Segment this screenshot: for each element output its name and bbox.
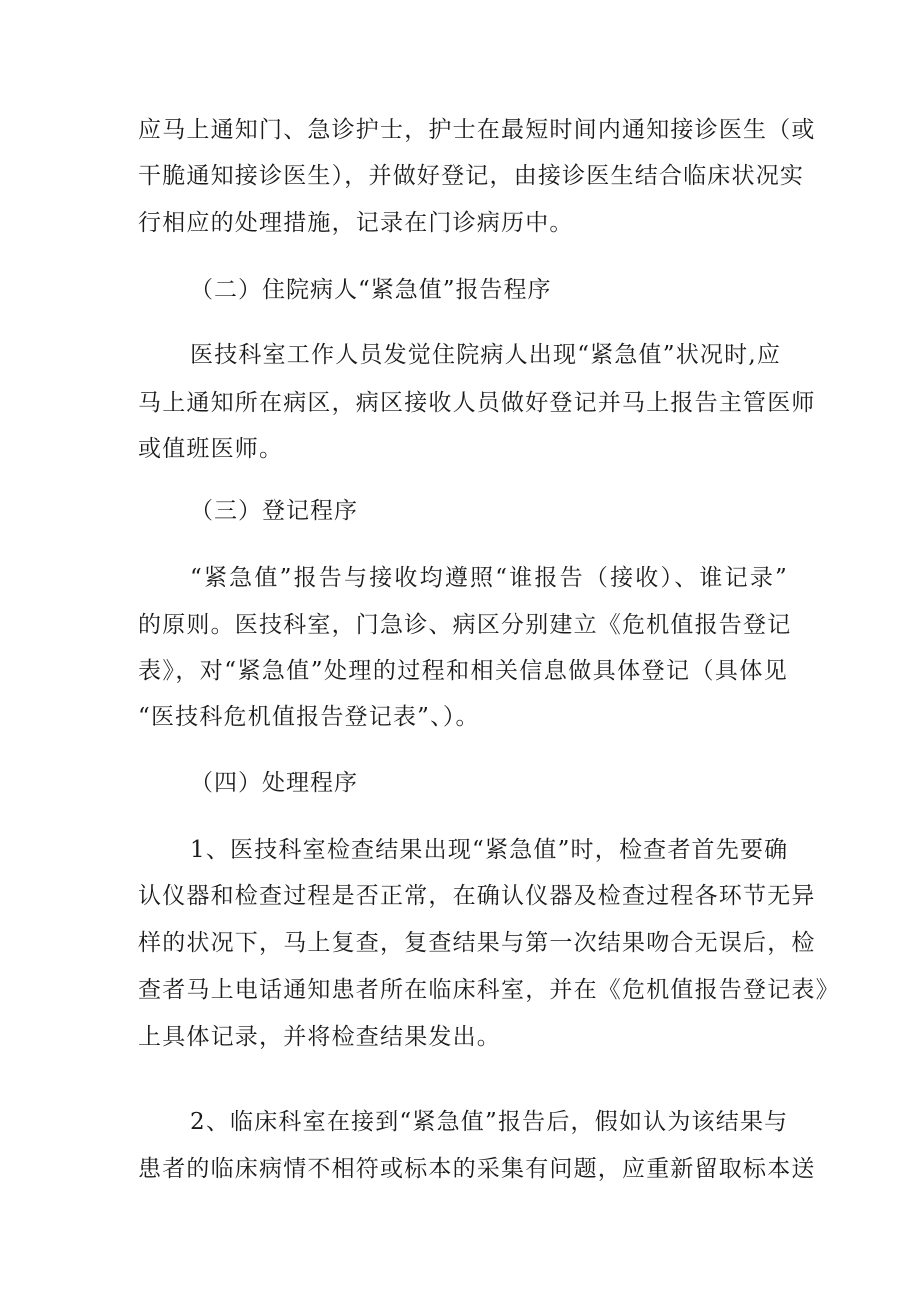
text-line: 查者马上电话通知患者所在临床科室，并在《危机值报告登记表》 (138, 977, 840, 1003)
text-line: 表》，对“紧急值”处理的过程和相关信息做具体登记（具体见 (138, 658, 788, 684)
section-heading-registration: （三）登记程序 (190, 498, 358, 524)
text-line: 医技科室工作人员发觉住院病人出现“紧急值”状况时,应 (190, 342, 782, 368)
text-line: 上具体记录，并将检查结果发出。 (138, 1024, 501, 1050)
text-line: 1、医技科室检查结果出现“紧急值”时，检查者首先要确 (190, 837, 789, 863)
text-line: “医技科危机值报告登记表”、）。 (138, 704, 480, 730)
section-heading-handling: （四）处理程序 (190, 770, 358, 796)
text-line: 马上通知所在病区，病区接收人员做好登记并马上报告主管医师 (138, 390, 816, 416)
text-line: 样的状况下，马上复查，复查结果与第一次结果吻合无误后，检 (138, 930, 816, 956)
text-line: 行相应的处理措施，记录在门诊病历中。 (138, 210, 574, 236)
text-line: 或值班医师。 (138, 436, 284, 462)
text-line: 的原则。医技科室，门急诊、病区分别建立《危机值报告登记 (138, 612, 792, 638)
section-heading-inpatient: （二）住院病人“紧急值”报告程序 (190, 277, 552, 303)
text-line: 认仪器和检查过程是否正常，在确认仪器及检查过程各环节无异 (138, 883, 816, 909)
text-line: 患者的临床病情不相符或标本的采集有问题，应重新留取标本送 (138, 1156, 816, 1182)
text-line: 干脆通知接诊医生），并做好登记，由接诊医生结合临床状况实 (138, 163, 805, 189)
text-line: “紧急值”报告与接收均遵照“谁报告（接收）、谁记录” (190, 565, 788, 591)
text-line: 2、临床科室在接到“紧急值”报告后，假如认为该结果与 (190, 1109, 789, 1135)
text-line: 应马上通知门、急诊护士，护士在最短时间内通知接诊医生（或 (138, 117, 816, 143)
